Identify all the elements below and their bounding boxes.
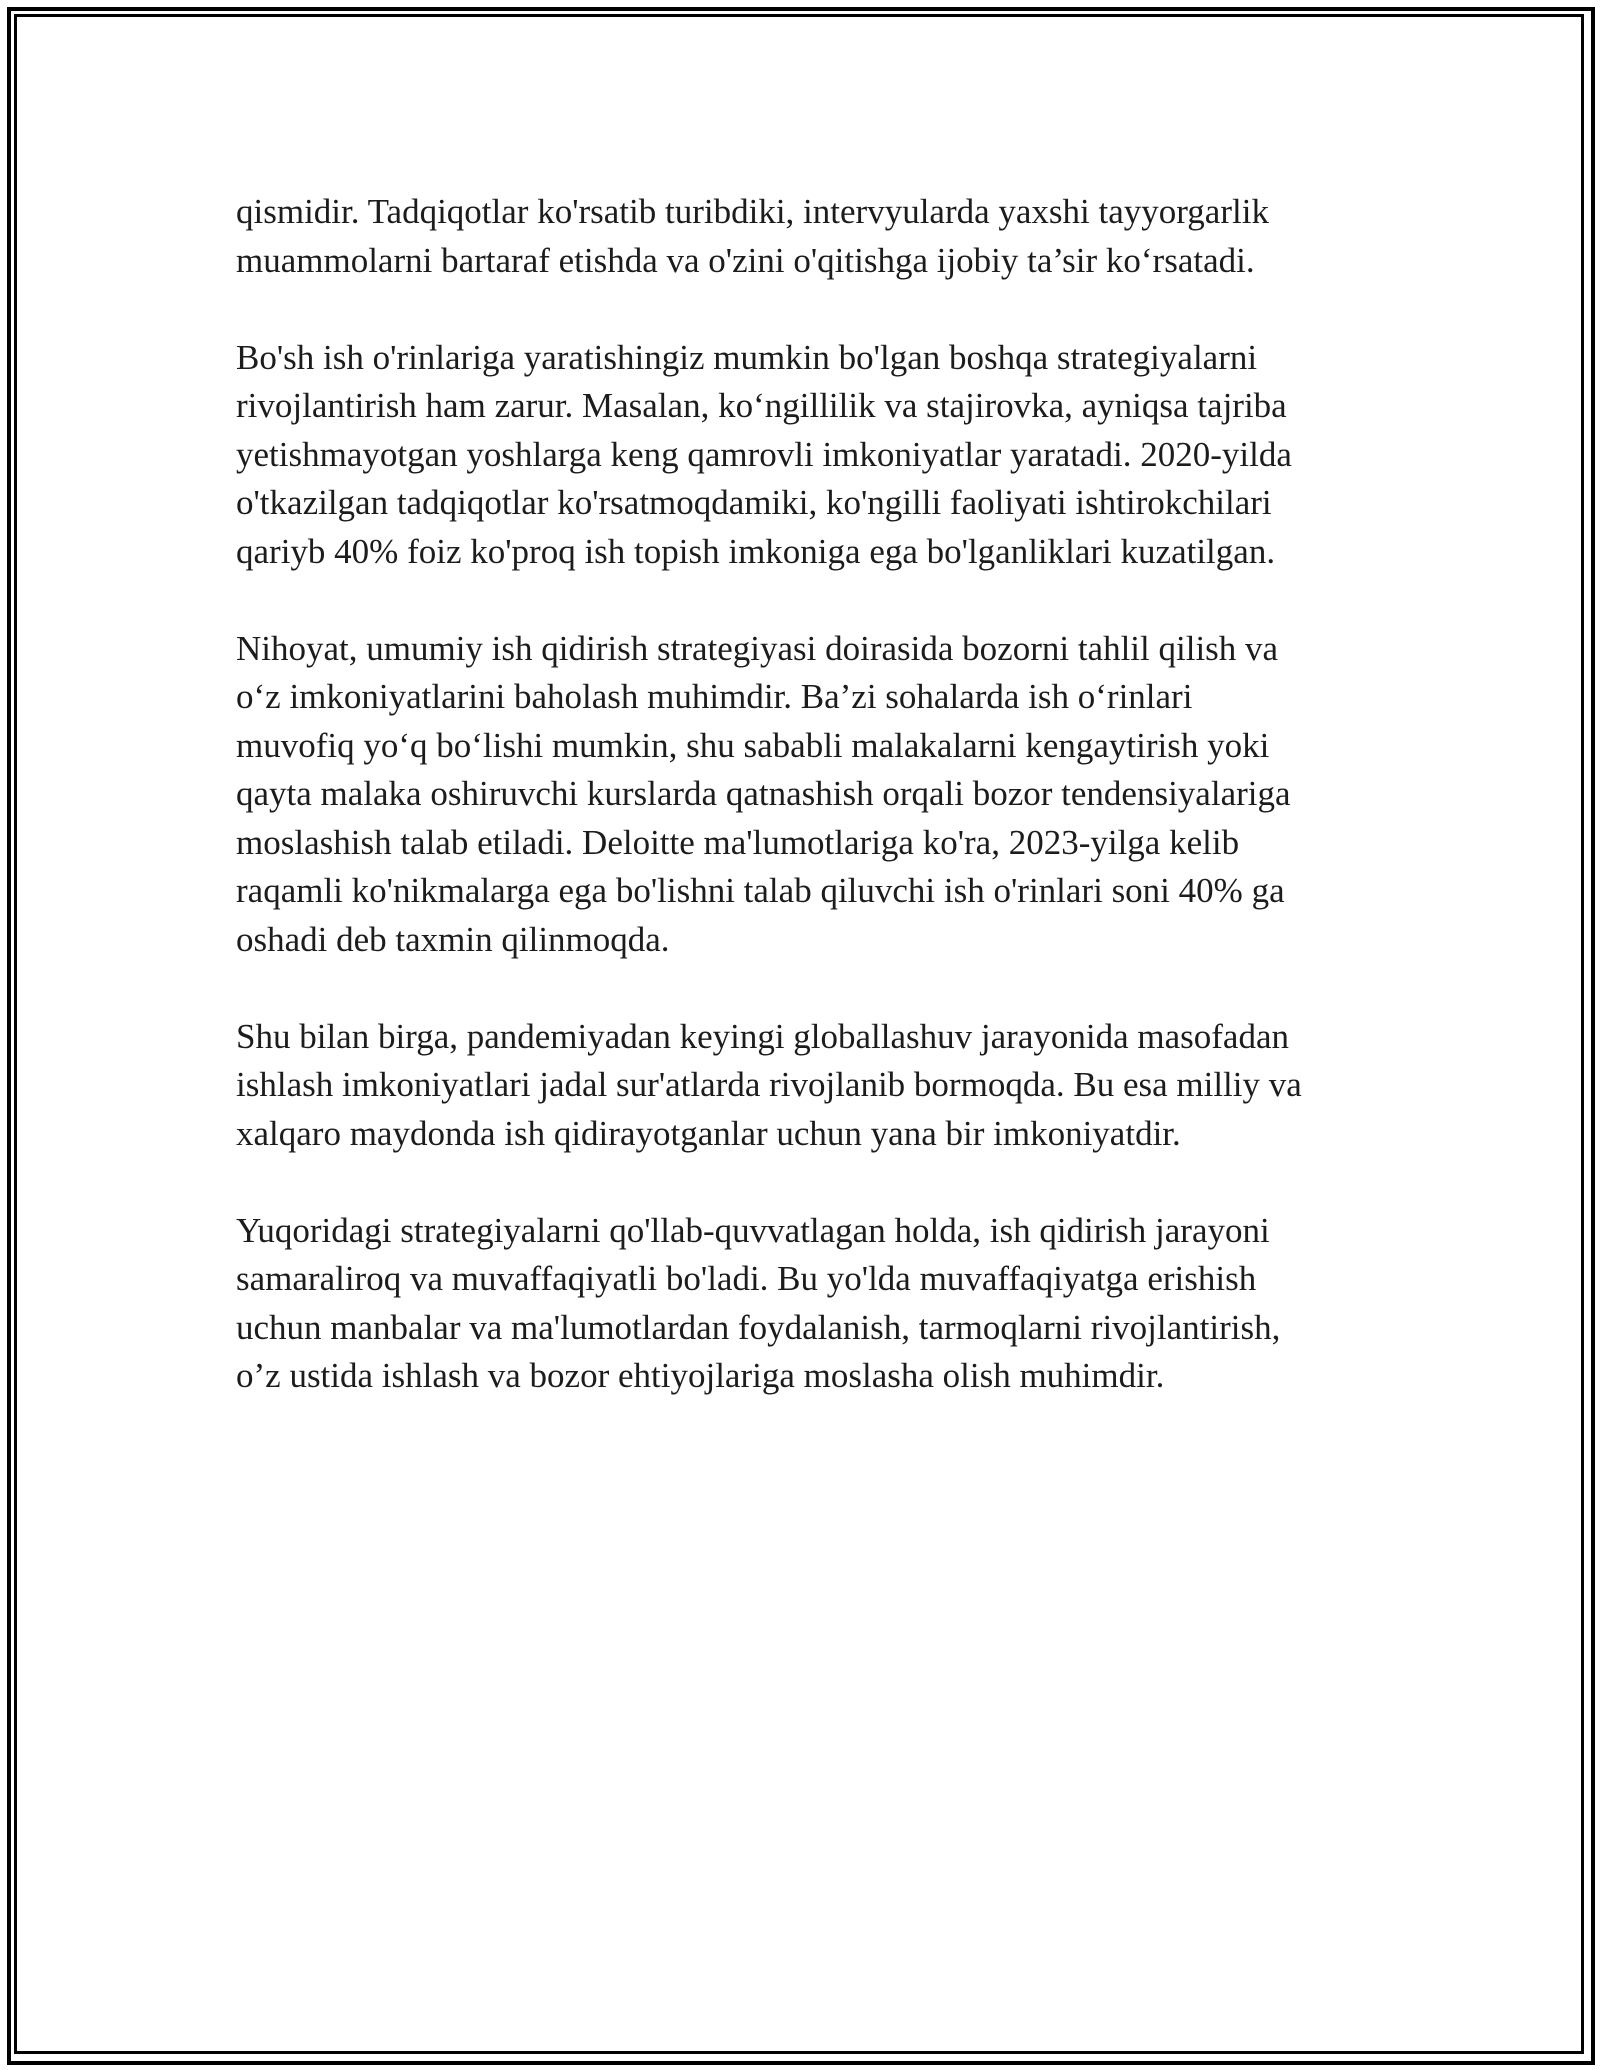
text-line: qariyb 40% foiz ko'proq ish topish imkoniga ega bo'lganliklari kuzatilgan. <box>236 531 1276 571</box>
text-line: yetishmayotgan yoshlarga keng qamrovli imkoniyatlar yaratadi. 2020-yilda <box>236 434 1292 474</box>
text-line: xalqaro maydonda ish qidirayotganlar uchun yana bir imkoniyatdir. <box>236 1113 1181 1153</box>
text-line: qayta malaka oshiruvchi kurslarda qatnashish orqali bozor tendensiyalariga <box>236 774 1291 813</box>
text-line: ishlash imkoniyatlari jadal sur'atlarda rivojlanib bormoqda. Bu esa milliy va <box>236 1065 1302 1104</box>
text-line: moslashish talab etiladi. Deloitte ma'lumotlariga ko'ra, 2023-yilga kelib <box>236 822 1240 862</box>
text-line: Yuqoridagi strategiyalarni qo'llab-quvvatlagan holda, ish qidirish jarayoni <box>236 1210 1270 1250</box>
paragraph-1 <box>236 188 1356 285</box>
text-line: muammolarni bartaraf etishda va o'zini o'qitishga ijobiy ta’sir ko‘rsatadi. <box>236 240 1255 280</box>
paragraph-2 <box>236 334 1356 577</box>
text-line: Nihoyat, umumiy ish qidirish strategiyasi doirasida bozorni tahlil qilish va <box>236 628 1279 668</box>
text-line: o‘z imkoniyatlarini baholash muhimdir. Ba’zi sohalarda ish o‘rinlari <box>236 677 1193 716</box>
text-line: o'tkazilgan tadqiqotlar ko'rsatmoqdamiki, ko'ngilli faoliyati ishtirokchilari <box>236 483 1272 522</box>
text-line: oshadi deb taxmin qilinmoqda. <box>236 919 670 959</box>
text-line: uchun manbalar va ma'lumotlardan foydalanish, tarmoqlarni rivojlantirish, <box>236 1307 1281 1347</box>
text-line: raqamli ko'nikmalarga ega bo'lishni talab qiluvchi ish o'rinlari soni 40% ga <box>236 871 1285 910</box>
document-body <box>236 188 1356 1449</box>
text-line: samaraliroq va muvaffaqiyatli bo'ladi. Bu yo'lda muvaffaqiyatga erishish <box>236 1259 1257 1298</box>
text-line: Bo'sh ish o'rinlariga yaratishingiz mumkin bo'lgan boshqa strategiyalarni <box>236 337 1258 377</box>
paragraph-5 <box>236 1207 1356 1401</box>
paragraph-3 <box>236 625 1356 965</box>
paragraph-4 <box>236 1013 1356 1159</box>
text-line: muvofiq yo‘q bo‘lishi mumkin, shu sababli malakalarni kengaytirish yoki <box>236 725 1270 765</box>
text-line: Shu bilan birga, pandemiyadan keyingi globallashuv jarayonida masofadan <box>236 1016 1289 1056</box>
text-line: qismidir. Tadqiqotlar ko'rsatib turibdiki, intervyularda yaxshi tayyorgarlik <box>236 192 1269 231</box>
text-line: o’z ustida ishlash va bozor ehtiyojlariga moslasha olish muhimdir. <box>236 1356 1165 1395</box>
text-line: rivojlantirish ham zarur. Masalan, ko‘ngillilik va stajirovka, ayniqsa tajriba <box>236 386 1287 425</box>
